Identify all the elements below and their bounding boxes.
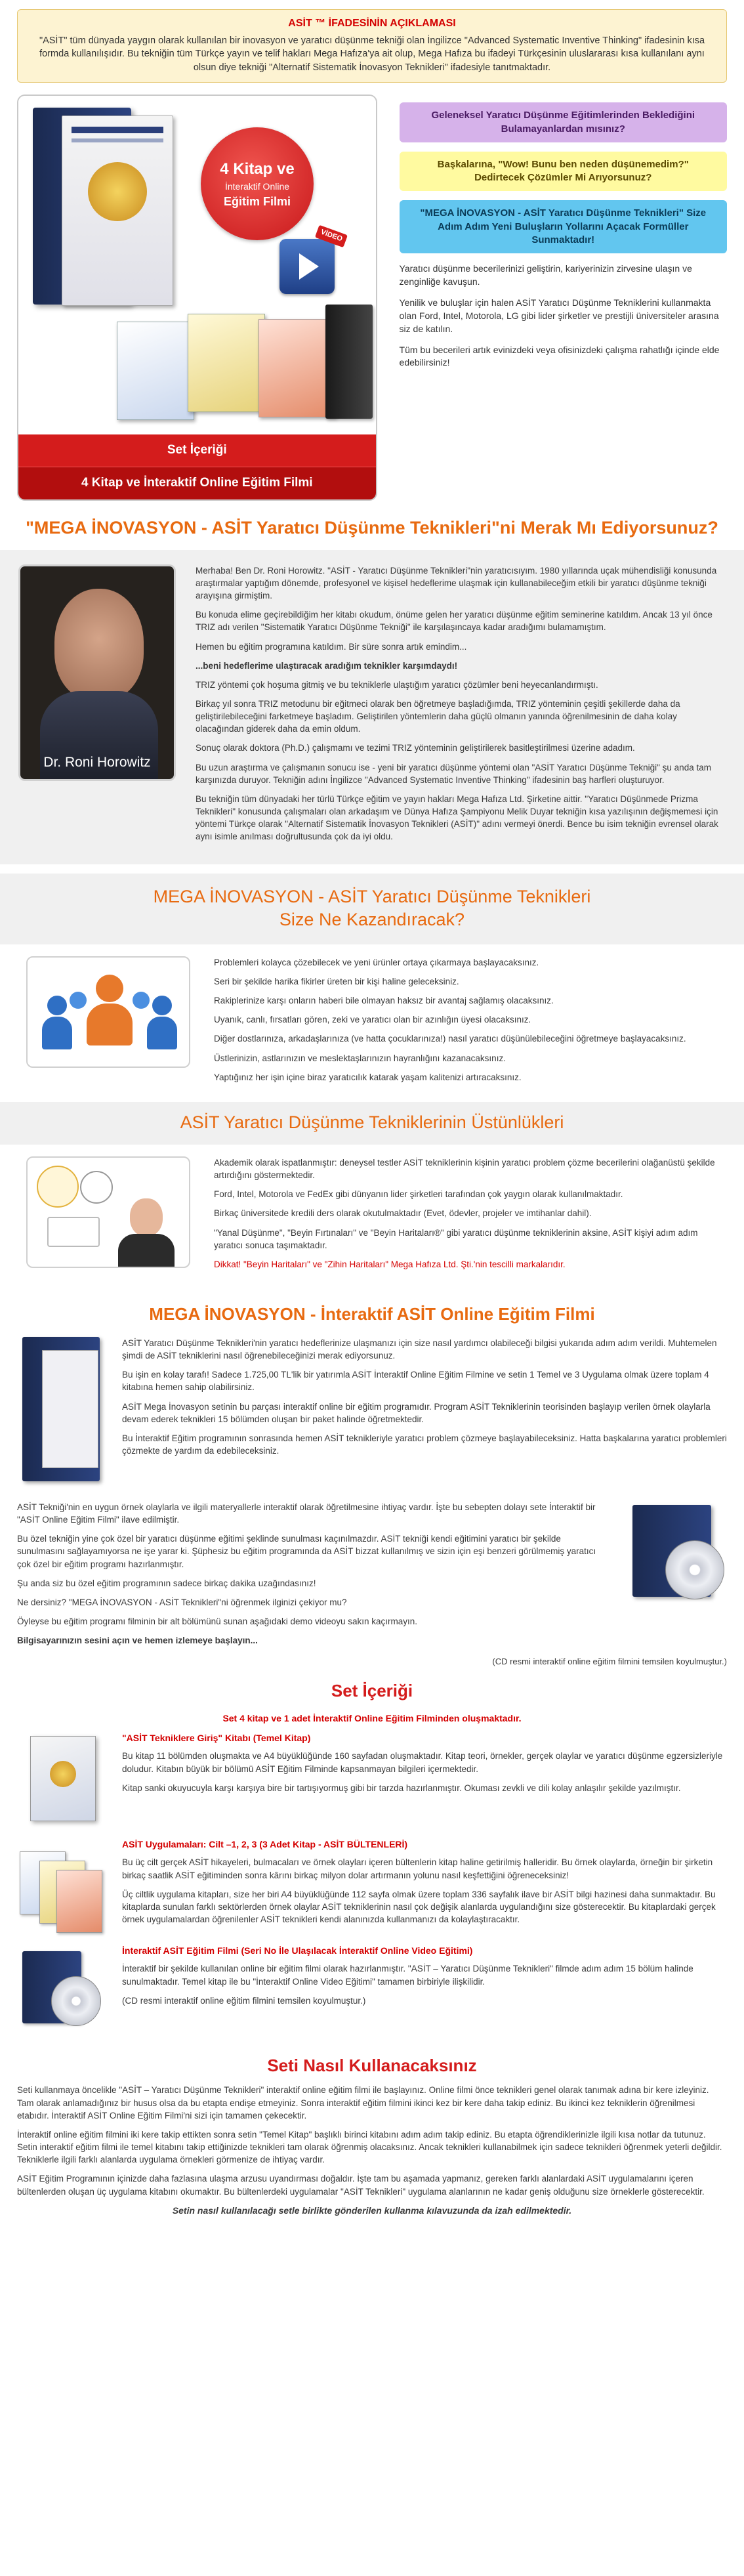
advantages (0, 1145, 744, 1289)
bio-paragraph: TRIZ yöntemi çok hoşuma gitmiş ve bu tekniklerle ulaştığım yaratıcı çözümler beni heyecanlandırmıştı. (196, 679, 598, 690)
bio-paragraph: Bu tekniğin tüm dünyadaki her türlü Türkçe eğitim ve yayın hakları Mega Hafıza Ltd. Şirketine aittir. "Yaratıcı Düşünmede Prizma Teknikleri" konusunda çalışmaları olan arkadaşım ve Dünya Hafıza Şampiyonu Melik Duyar tekniğin kısa yazılışının değişmemesi için yöntemi Türkçe olarak "Alternatif Sistematik İnovasyon Teknikleri (ASİT)" adını vermeyi önerdi. Bence bu isim tekniğin evrensel olarak aynı isimle anılması doğrultusunda çok da iyi oldu. (196, 793, 718, 842)
benefits-title-line2: Size Ne Kazandıracak? (279, 909, 465, 929)
benefit-item: Uyanık, canlı, fırsatları gören, zeki ve yaratıcı olan bir azınlığın üyesi olacaksınız. (214, 1015, 531, 1025)
benefit-item: Diğer dostlarınıza, arkadaşlarınıza (ve hatta çocuklarınıza!) nasıl yaratıcı düşünülebileceğini öğretmeye başlayacaksınız. (214, 1034, 686, 1044)
course-paragraph: Bilgisayarınızın sesini açın ve hemen izlemeye başlayın... (17, 1636, 258, 1646)
author-bio (0, 550, 744, 864)
basic-book-image (17, 1732, 102, 1830)
bio-paragraph: Birkaç yıl sonra TRIZ metodunu bir eğitmeci olarak ben öğretmeye başladığımda, TRIZ yönteminin çeşitli şekillerde daha da geliştirilebileceğini farketmeye başladım. Geliştirilen yöntemlerin daha güçlü olmanın yanında öğrenilmesinin de daha kolay olacağından giderek daha da emin oldum. (196, 698, 680, 734)
set-item-text: Bu kitap 11 bölümden oluşmakta ve A4 büyüklüğünde 160 sayfadan oluşmaktadır. Kitap teori, örnekler, gerçek olaylar ve yaratıcı düşünme egzersizleriyle doludur. Kitabın büyük bir bölümü ASİT Eğitim Filminde kapsanmayan bilgileri içermektedir. (122, 1751, 723, 1774)
set-content-button[interactable]: Set İçeriği (18, 434, 376, 467)
benefit-item: Üstlerinizin, astlarınızın ve meslektaşlarınızın hayranlığını kazanacaksınız. (214, 1053, 506, 1063)
set-item-heading: "ASİT Tekniklere Giriş" Kitabı (Temel Kitap) (122, 1732, 311, 1743)
author-bio-text (196, 564, 726, 850)
video-cd-image (17, 1945, 102, 2043)
question-box-2: Başkalarına, "Wow! Bunu ben neden düşünemedim?" Dedirtecek Çözümler Mi Arıyorsunuz? (400, 152, 727, 192)
online-course-title: MEGA İNOVASYON - İnteraktif ASİT Online Eğitim Filmi (149, 1304, 595, 1324)
set-content-subtitle: Set 4 kitap ve 1 adet İnteraktif Online Eğitim Filminden oluşmaktadır. (222, 1712, 522, 1723)
benefit-item: Problemleri kolayca çözebilecek ve yeni ürünler ortaya çıkarmaya başlayacaksınız. (214, 957, 539, 967)
set-item-video (17, 1945, 727, 2043)
product-panel (17, 95, 377, 501)
badge-line2: İnteraktif Online (224, 180, 290, 192)
set-item-text: (CD resmi interaktif online eğitim filmini temsilen koyulmuştur.) (122, 1995, 366, 2006)
benefits-title-line1: MEGA İNOVASYON - ASİT Yaratıcı Düşünme Teknikleri (153, 886, 591, 906)
course-paragraph: Öyleyse bu eğitim programı filminin bir alt bölümünü sunan aşağıdaki demo videoyu sakın kaçırmayın. (17, 1616, 418, 1626)
set-item-text: Kitap sanki okuyucuyla karşı karşıya bire bir tartışıyormuş gibi bir tarzda hazırlanmıştır. Okuması zevkli ve dili kolay anlaşılır şekilde yazılmıştır. (122, 1783, 681, 1793)
book-cover (62, 116, 173, 306)
advantages-title: ASİT Yaratıcı Düşünme Tekniklerinin Üstünlükleri (180, 1112, 564, 1132)
how-to-use-paragraph: ASİT Eğitim Programının içinizde daha fazlasına ulaşma arzusu uyandırması doğaldır. İşte tam bu aşamada yapmanız, gereken farklı alanlardaki ASİT uygulamalarını içeren bültenlerden oluşan üç uygulama kitabını okumaktır. Bu bültenlerdeki uygulamalar "ASİT Teknikleri" uygulama alanlarının ne kadar geniş olduğunu size örneklerle gösterecektir. (17, 2174, 705, 2197)
hero-paragraph-1: Yaratıcı düşünme becerilerinizi geliştirin, kariyerinizin zirvesine ulaşın ve zenginliğe kavuşun. (399, 263, 692, 287)
bio-paragraph: Hemen bu eğitim programına katıldım. Bir süre sonra artık emindim... (196, 641, 467, 652)
set-detail-button[interactable]: 4 Kitap ve İnteraktif Online Eğitim Filmi (18, 467, 376, 499)
hero (0, 83, 744, 501)
course-paragraph: Şu anda siz bu özel eğitim programının sadece birkaç dakika uzağındasınız! (17, 1578, 316, 1588)
hero-questions (400, 95, 727, 501)
benefit-item: Yaptığınız her işin içine biraz yaratıcılık katarak yaşam kalitenizi artıracaksınız. (214, 1072, 522, 1082)
trademark-warning: Dikkat! "Beyin Haritaları" ve "Zihin Haritaları" Mega Hafıza Ltd. Şti.'nin tescilli markalarıdır. (214, 1259, 566, 1269)
advantage-item: Akademik olarak ispatlanmıştır: deneysel testler ASİT tekniklerinin kişinin yaratıcı problem çözme becerilerini olağanüstü şekilde artırdığını göstermektedir. (214, 1157, 715, 1181)
question-box-1: Geleneksel Yaratıcı Düşünme Eğitimlerinden Beklediğini Bulamayanlardan mısınız? (400, 102, 727, 142)
question-box-3: "MEGA İNOVASYON - ASİT Yaratıcı Düşünme Teknikleri" Size Adım Adım Yeni Buluşların Yollarını Açacak Formüller Sunmaktadır! (400, 200, 727, 253)
course-paragraph: Bu İnteraktif Eğitim programının sonrasında hemen ASİT teknikleriyle yaratıcı problem çözmeye başlayabileceksiniz. Hatta başkalarına yaratıcı problemleri çözmekte de yardım da edebileceksiniz. (122, 1433, 727, 1456)
advantage-item: "Yanal Düşünme", "Beyin Fırtınaları" ve "Beyin Haritaları®" gibi yaratıcı düşünme tekniklerinin aksine, ASİT kişiyi adım adım yaratıcı sonuca taşımaktadır. (214, 1227, 698, 1250)
bio-paragraph: Bu konuda elime geçirebildiğim her kitabı okudum, önüme gelen her yaratıcı düşünme eğitim seminerine katıldım. Ancak 13 yıl önce TRIZ adı verilen "Sistematik Yaratıcı Düşünme Tekniği" ile karşılaşıncaya kadar aradığımı bulamamıştım. (196, 610, 713, 633)
set-item-text: Bu üç cilt gerçek ASİT hikayeleri, bulmacaları ve örnek olayları içeren bültenlerin kitap haline getirilmiş halleridir. Bu örnek olaylarda, örneğin bir şirketin birkaç saatlik ASİT eğitiminden sonra kârını birkaç milyon dolar artırmanın yolunu nasıl keşfettiğini öğreneceksiniz! (122, 1857, 713, 1880)
notice-title: ASİT ™ İFADESİNİN AÇIKLAMASI (288, 18, 456, 29)
how-to-use-closing: Setin nasıl kullanılacağı setle birlikte gönderilen kullanma kılavuzunda da izah edilmektedir. (172, 2205, 572, 2216)
course-paragraph: ASİT Yaratıcı Düşünme Teknikleri'nin yaratıcı hedeflerinize ulaşmanızı için size nasıl yardımcı olabileceği bilgisi yukarıda adım adım verildi. Muhtemelen şimdi de ASİT tekniklerini nasıl öğrenebileceğinizi merak ediyorsunuz. (122, 1338, 717, 1361)
idea-man-image (26, 1156, 190, 1268)
set-content (0, 1679, 744, 2043)
course-paragraph: Bu işin en kolay tarafı! Sadece 1.725,00 TL'lik bir yatırımla ASİT İnteraktif Online Eğitim Filmine ve setin 1 Temel ve 3 Uygulama olmak üzere toplam 4 kitabına hemen sahip olabilirsiniz. (122, 1370, 709, 1393)
online-course-paragraphs (122, 1337, 727, 1501)
advantages-text (214, 1156, 718, 1277)
bio-paragraph: ...beni hedeflerime ulaştıracak aradığım teknikler karşımdaydı! (196, 660, 458, 671)
video-label: VİDEO (315, 225, 348, 247)
bio-paragraph: Sonuç olarak doktora (Ph.D.) çalışmamı ve tezimi TRIZ yönteminin geliştirilerek basitleştirilmesi üzerine adadım. (196, 743, 635, 753)
set-item-application-books (17, 1838, 727, 1937)
badge-line3: Eğitim Filmi (223, 194, 291, 208)
set-item-heading: İnteraktif ASİT Eğitim Filmi (Seri No İle Ulaşılacak İnteraktif Online Video Eğitimi) (122, 1945, 473, 1956)
set-item-text: Üç ciltlik uygulama kitapları, size her biri A4 büyüklüğünde 112 sayfa olmak üzere toplam 336 sayfalık ilave bir ASİT bilgi hazinesi daha sunmaktadır. Bu kitaplarda sunulan farklı sektörlerden örnek olaylar ASİT tekniklerinin nasıl çok değişik alanlarda uygulandığını size gösterecektir. Bu kitaplardaki gerçek örnek uygulamalardan öğrenilenler ASİT teknikleri kendi alanınızda kullanmanızı da kolaylaştıracaktır. (122, 1889, 716, 1925)
advantages-title-band (0, 1102, 744, 1145)
application-books-image (17, 1838, 102, 1937)
online-course (0, 1302, 744, 1668)
set-item-basic-book (17, 1732, 727, 1830)
how-to-use (0, 2054, 744, 2218)
set-item-heading: ASİT Uygulamaları: Cilt –1, 2, 3 (3 Adet Kitap - ASİT BÜLTENLERİ) (122, 1838, 408, 1849)
product-badge (201, 127, 314, 240)
asit-notice-box (17, 9, 727, 83)
badge-line1: 4 Kitap ve (220, 159, 295, 178)
how-to-use-title: Seti Nasıl Kullanacaksınız (267, 2055, 477, 2075)
how-to-use-paragraph: İnteraktif online eğitim filmini iki kere takip ettikten sonra setin "Temel Kitap" başlıklı birinci kitabını adım adım takip ediniz. Bu etapta öğrendiklerinizle ilgili kısa notlar da tutunuz. Setin interaktif eğitim filmi ile temel kitabını takip ettiğinizde teknikleri tam olarak öğrenmiş olacaksınız. Ancak teknikleri kullanabilmek için sadece teknikleri öğrenmek yeterli değildir. Tekniklerle ilgili farklı alanlarda uygulama örnekleri görmenize de ihtiyaç vardır. (17, 2129, 722, 2165)
online-course-intro (17, 1337, 727, 1501)
notice-text: "ASİT" tüm dünyada yaygın olarak kullanılan bir inovasyon ve yaratıcı düşünme tekniği olan İngilizce "Advanced Systematic Inventive Thinking" ifadesinin kısa formda kullanılışıdır. Bu tekniğin tüm Türkçe yayın ve telif hakları Mega Hafıza'ya ait olup, Mega Hafıza bu ifadeyi Türkçesinin uluslararası kısa kullanılanı aynı olsun diye tekniği "Alternatif Sistematik İnovasyon Teknikleri" ifadesiyle tanıtmaktadır. (39, 35, 705, 73)
hero-paragraph-3: Tüm bu becerileri artık evinizdeki veya ofisinizdeki çalışma rahatlığı içinde elde edebilirsiniz! (399, 344, 720, 368)
video-play-icon[interactable] (279, 228, 344, 294)
team-leader-image (26, 956, 190, 1068)
application-books (117, 305, 373, 423)
hero-paragraph-2: Yenilik ve buluşlar için halen ASİT Yaratıcı Düşünme Tekniklerini kullanmakta olan Ford, Intel, Motorola, LG gibi lider şirketler ve prestijli üniversiteler arasına siz de katılın. (399, 297, 719, 334)
course-paragraph: ASİT Tekniği'nin en uygun örnek olaylarla ve ilgili materyallerle interaktif olarak öğretilmesine ihtiyaç vardır. İşte bu sebepten dolayı sete İnteraktif bir "ASİT Online Eğitim Filmi" ilave edilmiştir. (17, 1502, 596, 1525)
benefit-item: Seri bir şekilde harika fikirler üreten bir kişi haline geleceksiniz. (214, 976, 459, 986)
course-paragraph: Bu özel tekniğin yine çok özel bir yaratıcı düşünme eğitimi şeklinde sunulması kaçınılmazdır. ASİT tekniği kendi eğitimini yaratıcı bir şekilde sunulmasını sağlayamıyorsa ne işe yarar ki. Şüphesiz bu eğitim programında da ASİT bizzat kullanılmış ve sizin için eşi benzeri görülmemiş yaratıcı çok özel bir eğitim programı hazırlanmıştır. (17, 1534, 596, 1569)
cd-note: (CD resmi interaktif online eğitim filmini temsilen koyulmuştur.) (492, 1657, 727, 1667)
benefits (0, 944, 744, 1102)
benefit-item: Rakiplerinize karşı onların haberi bile olmayan haksız bir avantaj sağlamış olacaksınız. (214, 996, 554, 1006)
benefits-text (214, 956, 686, 1090)
set-content-title: Set İçeriği (331, 1680, 413, 1700)
online-course-more (17, 1501, 727, 1653)
author-photo (18, 564, 176, 781)
product-image (18, 96, 376, 434)
bio-paragraph: Merhaba! Ben Dr. Roni Horowitz. "ASİT - Yaratıcı Düşünme Teknikleri"nin yaratıcısıyım. 1980 yıllarında uçak mühendisliği konusunda araştırmalar yaptığım dönemde, profesyonel ve kişisel hedeflerime ulaşmak için kullanabileceğim etkili bir yaratıcı düşünme tekniği arayışına girmiştim. (196, 565, 717, 601)
course-book-image (17, 1337, 102, 1501)
how-to-use-paragraph: Seti kullanmaya öncelikle "ASİT – Yaratıcı Düşünme Teknikleri" interaktif online eğitim filmi ile başlayınız. Online filmi önce teknikleri genel olarak tanımak adına bir kere izleyiniz. Tam olarak anlamadığınız bir husus olsa da bu etapta endişe etmeyiniz. Sonra interaktif eğitim filmini ikinci kez bir kere daha takip ediniz. Bu ikinci kez tekniklerin öğrenilmesi etabıdır. İnteraktif ASİT Online Eğitim Filmi'ni sizi için tamamen çekecektir. (17, 2085, 709, 2121)
cd-image (629, 1501, 727, 1606)
set-item-text: İnteraktif bir şekilde kullanılan online bir eğitim filmi olarak hazırlanmıştır. "ASİT – Yaratıcı Düşünme Teknikleri" filmde adım adım 15 bölüm halinde sunulmaktadır. Temel kitap ile bu "İnteraktif Online Video Eğitimi" tamamen birbiriyle ilişkilidir. (122, 1964, 693, 1987)
section-curious-title: "MEGA İNOVASYON - ASİT Yaratıcı Düşünme Teknikleri"ni Merak Mı Ediyorsunuz? (26, 518, 718, 538)
course-paragraph: ASİT Mega İnovasyon setinin bu parçası interaktif online bir eğitim programıdır. Program ASİT Tekniklerinin teorisinden başlayıp verilen örnek olaylarla devam ederek teknikleri 15 bölümden oluşan bir paket halinde öğretmektedir. (122, 1401, 711, 1424)
advantage-item: Ford, Intel, Motorola ve FedEx gibi dünyanın lider şirketleri tarafından çok yaygın olarak kullanılmaktadır. (214, 1189, 623, 1200)
advantage-item: Birkaç üniversitede kredili ders olarak okutulmaktadır (Evet, ödevler, projeler ve imtihanlar dahil). (214, 1208, 592, 1219)
course-paragraph: Ne dersiniz? "MEGA İNOVASYON - ASİT Teknikleri"ni öğrenmek ilginizi çekiyor mu? (17, 1597, 347, 1607)
bio-paragraph: Bu uzun araştırma ve çalışmanın sonucu ise - yeni bir yaratıcı düşünme yöntemi olan "ASİT Yaratıcı Düşünme Tekniği" şu anda tam karşınızda duruyor. Tekniğin adını İngilizce "Advanced Systematic Inventive Thinking" ifadesinin baş harfleri oluşturuyor. (196, 762, 711, 785)
author-photo-caption: Dr. Roni Horowitz (43, 754, 151, 770)
benefits-title-band (0, 874, 744, 944)
